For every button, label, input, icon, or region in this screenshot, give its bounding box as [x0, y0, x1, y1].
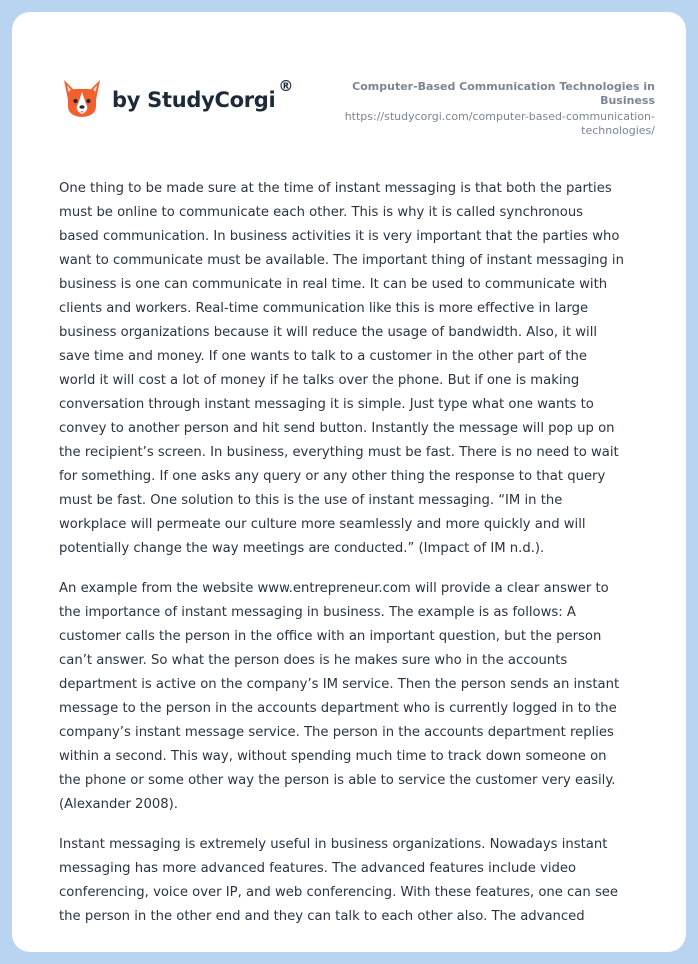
paragraph-line: for something. If one asks any query or any other thing the response to that query — [59, 469, 606, 484]
paragraph-line: world it will cost a lot of money if he talks over the phone. But if one is making — [59, 373, 580, 388]
paragraph-line: convey to another person and hit send button. Instantly the message will pop up on — [59, 421, 615, 436]
paragraph-line: within a second. This way, without spending much time to track down someone on — [59, 749, 607, 764]
logo-wordmark: by StudyCorgi — [112, 88, 276, 112]
paragraph-line: An example from the website www.entrepreneur.com will provide a clear answer to — [59, 581, 609, 596]
paragraph-line: can’t answer. So what the person does is he makes sure who in the accounts — [59, 653, 568, 668]
paragraph-line: company’s instant message service. The person in the accounts department replies — [59, 725, 614, 740]
paragraph-line: business is one can communicate in real time. It can be used to communicate with — [59, 277, 608, 292]
paragraph-line: (Alexander 2008). — [59, 797, 178, 812]
paragraph-line: workplace will permeate our culture more seamlessly and more quickly and will — [59, 517, 586, 532]
body-paragraph — [59, 177, 657, 561]
document-body — [59, 177, 657, 945]
paragraph-line: want to communicate must be available. The important thing of instant messaging in — [59, 253, 624, 268]
paragraph-line: department is active on the company’s IM service. Then the person sends an instant — [59, 677, 620, 692]
paragraph-line: One thing to be made sure at the time of instant messaging is that both the parties — [59, 181, 612, 196]
paragraph-line: message to the person in the accounts department who is currently logged in to the — [59, 701, 617, 716]
paragraph-line: based communication. In business activities it is very important that the parties who — [59, 229, 620, 244]
body-paragraph — [59, 833, 657, 929]
paragraph-line: the importance of instant messaging in business. The example is as follows: A — [59, 605, 576, 620]
document-url-line: https://studycorgi.com/computer-based-communication- — [344, 110, 655, 123]
paragraph-line: customer calls the person in the office with an important question, but the person — [59, 629, 602, 644]
document-url[interactable] — [295, 110, 655, 138]
paragraph-line: conversation through instant messaging it is simple. Just type what one wants to — [59, 397, 594, 412]
paragraph-line: potentially change the way meetings are conducted.” (Impact of IM n.d.). — [59, 541, 545, 556]
paragraph-line: the recipient’s screen. In business, everything must be fast. There is no need to wait — [59, 445, 619, 460]
paragraph-line: the person in the other end and they can talk to each other also. The advanced — [59, 909, 585, 924]
paragraph-line: the phone or some other way the person is able to service the customer very easily. — [59, 773, 616, 788]
paragraph-line: must be fast. One solution to this is the use of instant messaging. “IM in the — [59, 493, 563, 508]
paragraph-line: conferencing, voice over IP, and web conferencing. With these features, one can see — [59, 885, 619, 900]
document-page — [12, 12, 686, 952]
studycorgi-logo[interactable] — [60, 76, 293, 120]
body-paragraph — [59, 577, 657, 817]
paragraph-line: business organizations because it will reduce the usage of bandwidth. Also, it will — [59, 325, 598, 340]
corgi-logo-icon — [60, 76, 104, 120]
paragraph-line: clients and workers. Real-time communication like this is more effective in large — [59, 301, 589, 316]
document-meta — [295, 80, 655, 138]
paragraph-line: must be online to communicate each other. This is why it is called synchronous — [59, 205, 584, 220]
document-title: Computer-Based Communication Technologies in Business — [352, 80, 655, 107]
paragraph-line: Instant messaging is extremely useful in business organizations. Nowadays instant — [59, 837, 608, 852]
paragraph-line: messaging has more advanced features. The advanced features include video — [59, 861, 577, 876]
document-header — [12, 12, 686, 152]
document-url-line: technologies/ — [581, 124, 655, 137]
registered-mark: ® — [278, 77, 294, 95]
paragraph-line: save time and money. If one wants to talk to a customer in the other part of the — [59, 349, 587, 364]
